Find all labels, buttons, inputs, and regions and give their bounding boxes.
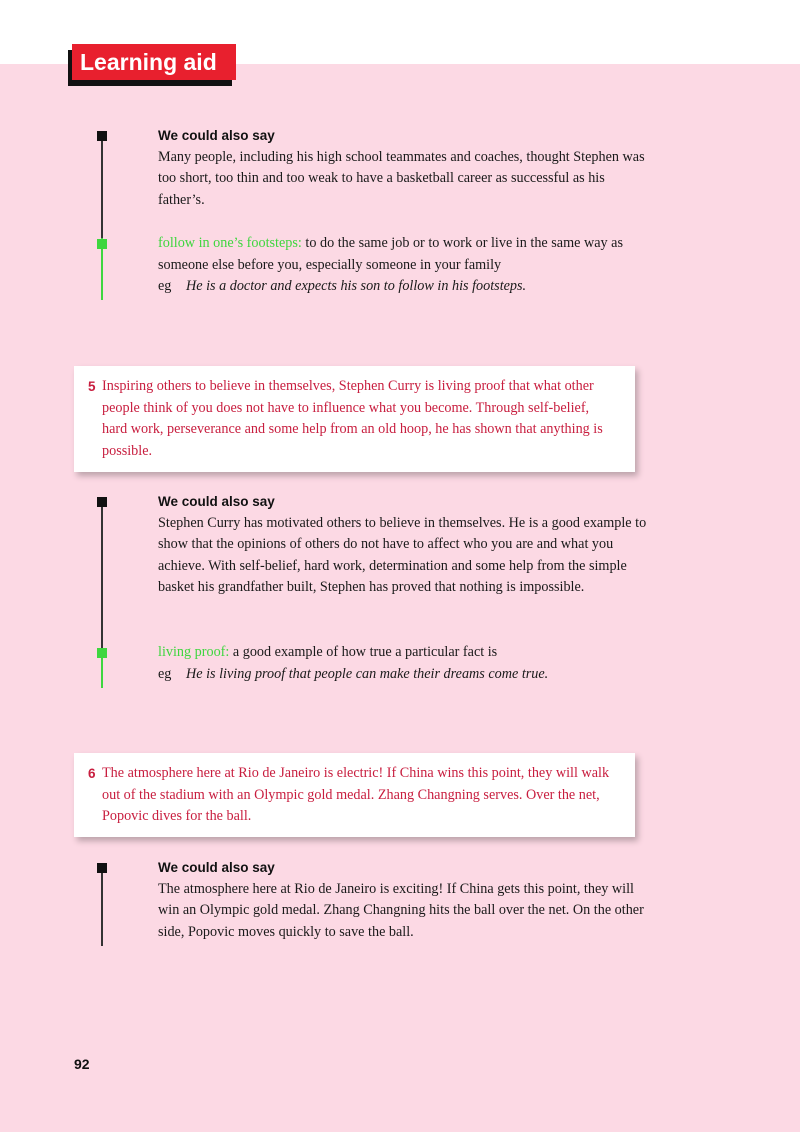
timeline-marker-square bbox=[97, 863, 107, 873]
timeline-line-dark bbox=[101, 134, 103, 238]
timeline-marker-square-green bbox=[97, 239, 107, 249]
example-sentence: He is living proof that people can make their dreams come true. bbox=[186, 665, 549, 682]
quote-box bbox=[74, 366, 635, 472]
page-title: Learning aid bbox=[72, 44, 236, 80]
timeline-line-dark bbox=[101, 866, 103, 946]
block-paraphrase: The atmosphere here at Rio de Janeiro is exciting! If China gets this point, they will win an Olympic gold medal. Zhang Changning hits the ball over the net. On the other side, Popovic moves quickly to save the ball. bbox=[158, 880, 644, 940]
vocab-definition-line bbox=[158, 233, 648, 276]
vocabulary-entry bbox=[158, 642, 648, 685]
vocab-definition: a good example of how true a particular fact is bbox=[229, 644, 498, 660]
quote-text: The atmosphere here at Rio de Janeiro is electric! If China wins this point, they will walk out of the stadium with an Olympic gold medal. Zhang Changning serves. Over the net, Popovic dives for the ball. bbox=[102, 765, 610, 824]
block-heading: We could also say bbox=[158, 494, 275, 509]
block-paraphrase: Stephen Curry has motivated others to believe in themselves. He is a good example to show that the opinions of others do not have to affect who you are and what you achieve. With self-belief, hard work, determination and some help from the simple basket his grandfather built, Stephen has proved that nothing is impossible. bbox=[158, 514, 647, 595]
quote-number: 5 bbox=[88, 379, 96, 394]
timeline-marker-square bbox=[97, 497, 107, 507]
timeline-marker-square bbox=[97, 131, 107, 141]
page-number: 92 bbox=[74, 1056, 90, 1072]
vocab-definition: to do the same job or to work or live in the same way as someone else before you, especially someone in your family bbox=[158, 235, 623, 273]
vocab-term: living proof: bbox=[158, 644, 230, 660]
example-line bbox=[158, 276, 648, 298]
block-heading: We could also say bbox=[158, 128, 275, 143]
example-label: eg bbox=[158, 665, 172, 682]
block-paraphrase: Many people, including his high school teammates and coaches, thought Stephen was too short, too thin and too weak to have a basketball career as successful as his father’s. bbox=[158, 148, 645, 208]
we-could-also-say-block bbox=[158, 491, 648, 599]
we-could-also-say-block bbox=[158, 125, 648, 211]
timeline-line-dark bbox=[101, 500, 103, 648]
vocab-definition-line bbox=[158, 642, 648, 664]
vocab-term: follow in one’s footsteps: bbox=[158, 235, 302, 251]
example-label: eg bbox=[158, 278, 172, 294]
timeline-marker-square-green bbox=[97, 648, 107, 658]
vocabulary-entry bbox=[158, 233, 648, 298]
example-line bbox=[158, 664, 648, 686]
block-heading: We could also say bbox=[158, 860, 275, 875]
quote-box bbox=[74, 753, 635, 837]
quote-text: Inspiring others to believe in themselves, Stephen Curry is living proof that what other people think of you does not have to influence what you become. Through self-belief, hard work, perseverance and some help from an old hoop, he has shown that anything is possible. bbox=[102, 378, 603, 459]
we-could-also-say-block bbox=[158, 857, 648, 943]
example-sentence: He is a doctor and expects his son to follow in his footsteps. bbox=[186, 278, 527, 294]
quote-number: 6 bbox=[88, 766, 96, 781]
